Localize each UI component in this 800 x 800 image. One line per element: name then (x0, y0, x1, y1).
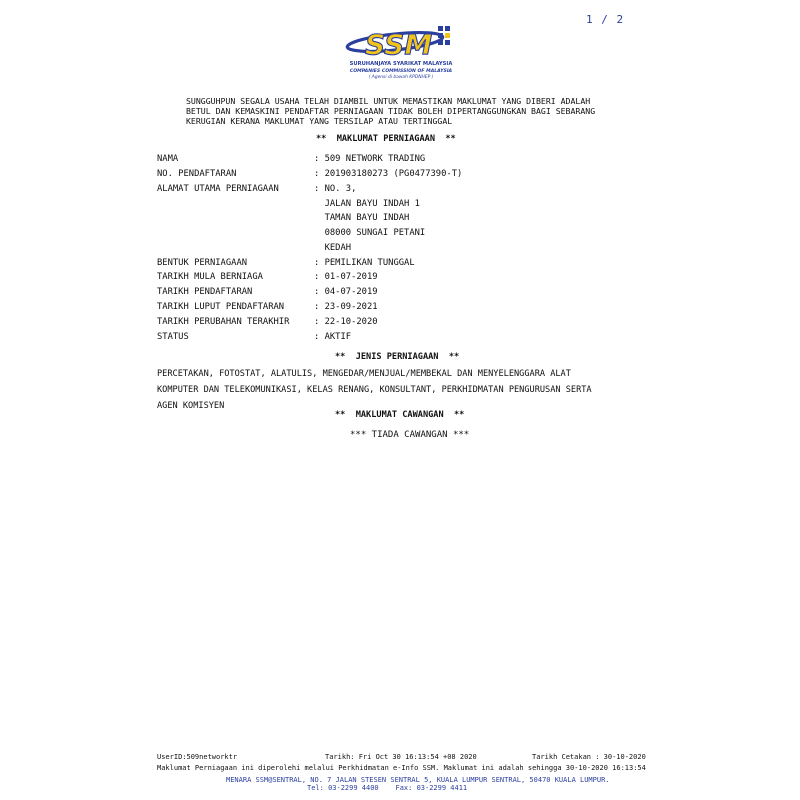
svg-text:SSM: SSM (365, 28, 433, 61)
disclaimer-line: KERUGIAN KERANA MAKLUMAT YANG TERSILAP ATAU TERTINGGAL (186, 116, 453, 127)
field-label: TARIKH LUPUT PENDAFTARAN (157, 302, 285, 312)
business-type-line: AGEN KOMISYEN (157, 401, 225, 411)
field-label: STATUS (157, 332, 189, 342)
disclaimer-line: SUNGGUHPUN SEGALA USAHA TELAH DIAMBIL UNTUK MEMASTIKAN MAKLUMAT YANG DIBERI ADALAH (186, 96, 591, 106)
field-value: : AKTIF (314, 332, 352, 342)
footer-print-date: Tarikh Cetakan : 30-10-2020 (532, 753, 646, 761)
footer-notice: Maklumat Perniagaan ini diperolehi melalui Perkhidmatan e-Info SSM. Maklumat ini adalah sehingga 30-10-2020 16:13:54 (157, 764, 646, 772)
business-type-heading: ** JENIS PERNIAGAAN ** (335, 352, 460, 362)
disclaimer-line: BETUL DAN KEMASKINI PENDAFTAR PERNIAGAAN TIDAK BOLEH DIPERTANGGUNGKAN BAGI SEBARANG (186, 106, 596, 117)
field-value: 08000 SUNGAI PETANI (314, 228, 426, 238)
no-branch-text: *** TIADA CAWANGAN *** (350, 430, 470, 440)
field-value: : 04-07-2019 (314, 287, 378, 297)
field-value: TAMAN BAYU INDAH (314, 213, 410, 223)
business-type-description (157, 366, 657, 414)
field-value: : 01-07-2019 (314, 272, 378, 282)
field-value: : 22-10-2020 (314, 317, 378, 327)
field-value: KEDAH (314, 243, 352, 253)
business-type-line: PERCETAKAN, FOTOSTAT, ALATULIS, MENGEDAR/MENJUAL/MEMBEKAL DAN MENYELENGGARA ALAT (157, 369, 571, 379)
business-info-heading: ** MAKLUMAT PERNIAGAAN ** (316, 134, 456, 144)
field-value: : 23-09-2021 (314, 302, 378, 312)
org-name: SURUHANJAYA SYARIKAT MALAYSIA (349, 61, 453, 67)
field-value: : 509 NETWORK TRADING (314, 154, 426, 164)
field-label: TARIKH PERUBAHAN TERAKHIR (157, 317, 290, 327)
business-type-line: KOMPUTER DAN TELEKOMUNIKASI, KELAS RENANG, KONSULTANT, PERKHIDMATAN PENGURUSAN SERTA (157, 385, 592, 395)
field-label: TARIKH PENDAFTARAN (157, 287, 253, 297)
footer-address: MENARA SSM@SENTRAL, NO. 7 JALAN STESEN SENTRAL 5, KUALA LUMPUR SENTRAL, 50470 KUALA LUMPUR. (226, 776, 610, 784)
field-value: : NO. 3, (314, 184, 357, 194)
field-value: : 201903180273 (PG0477390-T) (314, 169, 463, 179)
field-value: JALAN BAYU INDAH 1 (314, 199, 420, 209)
field-label: NO. PENDAFTARAN (157, 169, 237, 179)
disclaimer (186, 96, 606, 127)
org-tagline: ( Agensi di bawah KPDNHEP ) (368, 75, 434, 80)
footer-contact: Tel: 03-2299 4400 Fax: 03-2299 4411 (307, 784, 468, 792)
footer-user-id: UserID:509networktr (157, 753, 238, 761)
field-label: TARIKH MULA BERNIAGA (157, 272, 263, 282)
field-label: NAMA (157, 154, 179, 164)
field-value: : PEMILIKAN TUNGGAL (314, 258, 415, 268)
page-indicator: 1 / 2 (586, 13, 625, 26)
org-name-en: COMPANIES COMMISSION OF MALAYSIA (349, 69, 453, 74)
field-label: BENTUK PERNIAGAAN (157, 258, 248, 268)
field-label: ALAMAT UTAMA PERNIAGAAN (157, 184, 279, 194)
branch-info-heading: ** MAKLUMAT CAWANGAN ** (335, 410, 465, 420)
footer-date: Tarikh: Fri Oct 30 16:13:54 +08 2020 (325, 753, 477, 761)
